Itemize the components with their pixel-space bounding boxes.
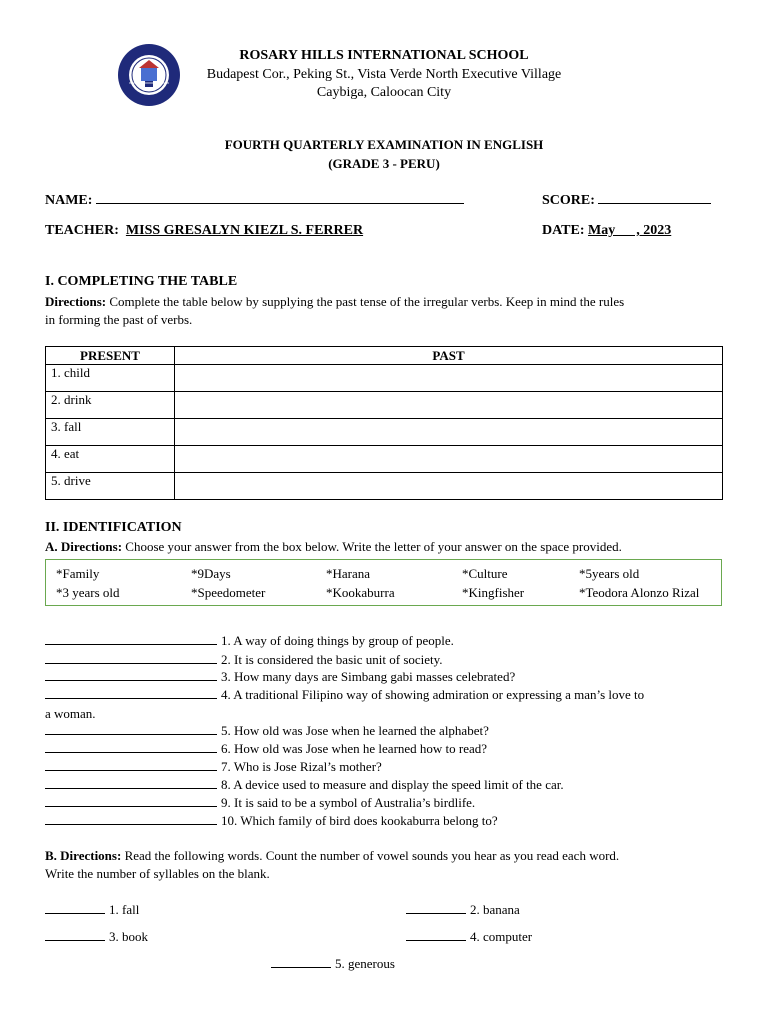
question-item <box>45 686 644 703</box>
school-address-line1: Budapest Cor., Peking St., Vista Verde North Executive Village <box>206 67 562 82</box>
question-item <box>45 740 487 757</box>
part1-directions-text1: Complete the table below by supplying the past tense of the irregular verbs. Keep in mind the rules <box>106 294 625 309</box>
question-item <box>45 758 382 775</box>
choice-item: *Speedometer <box>191 585 266 600</box>
past-answer-cell[interactable] <box>175 365 723 392</box>
syllable-item <box>406 928 532 945</box>
answer-blank[interactable] <box>45 686 217 699</box>
syllable-item <box>271 955 395 972</box>
syllable-blank[interactable] <box>406 901 466 914</box>
part2b-directions-text1: Read the following words. Count the number of vowel sounds you hear as you read each word. <box>121 848 620 863</box>
part2a-directions <box>45 539 622 555</box>
question-text: 1. A way of doing things by group of people. <box>221 633 454 648</box>
part1-directions <box>45 293 735 329</box>
name-field <box>45 190 464 209</box>
choice-item: *Teodora Alonzo Rizal <box>579 585 700 600</box>
question-text: 5. How old was Jose when he learned the alphabet? <box>221 723 489 738</box>
present-cell: 3. fall <box>46 419 175 446</box>
syllable-blank[interactable] <box>406 928 466 941</box>
question-text: 8. A device used to measure and display the speed limit of the car. <box>221 777 564 792</box>
choice-item: *5years old <box>579 566 640 581</box>
syllable-word: 1. fall <box>109 902 140 917</box>
choice-item: *3 years old <box>56 585 120 600</box>
table-row <box>46 365 723 392</box>
answer-blank[interactable] <box>45 632 217 645</box>
present-cell: 4. eat <box>46 446 175 473</box>
choice-item: *Harana <box>326 566 371 581</box>
question-text: 9. It is said to be a symbol of Australia’s birdlife. <box>221 795 476 810</box>
choice-item: *9Days <box>191 566 231 581</box>
question-item <box>45 812 498 829</box>
choices-box <box>45 559 722 606</box>
choice-item: *Culture <box>462 566 508 581</box>
past-answer-cell[interactable] <box>175 419 723 446</box>
question-item <box>45 722 489 739</box>
choice-item: *Family <box>56 566 100 581</box>
teacher-name: MISS GRESALYN KIEZL S. FERRER <box>125 223 364 238</box>
choice-item: *Kingfisher <box>462 585 525 600</box>
part2a-directions-label: A. Directions: <box>45 539 123 554</box>
date-field <box>542 223 671 239</box>
question-item <box>45 776 564 793</box>
date-value: May , 2023 <box>588 223 672 238</box>
table-row <box>46 446 723 473</box>
question-text: 10. Which family of bird does kookaburra belong to? <box>221 813 498 828</box>
syllable-word: 5. generous <box>335 956 395 971</box>
question-text: 4. A traditional Filipino way of showing admiration or expressing a man’s love to <box>221 687 645 702</box>
date-label: DATE: <box>542 223 585 238</box>
question-item <box>45 668 515 685</box>
verbs-table <box>45 346 723 500</box>
part2b-directions-text2: Write the number of syllables on the blank. <box>45 866 270 881</box>
question-item <box>45 794 475 811</box>
past-answer-cell[interactable] <box>175 473 723 500</box>
answer-blank[interactable] <box>45 740 217 753</box>
syllable-item <box>45 901 139 918</box>
part2-heading: II. IDENTIFICATION <box>45 520 182 535</box>
past-answer-cell[interactable] <box>175 392 723 419</box>
part1-directions-label: Directions: <box>45 294 107 309</box>
syllable-item <box>45 928 148 945</box>
col-header-present: PRESENT <box>46 347 175 365</box>
exam-title: FOURTH QUARTERLY EXAMINATION IN ENGLISH <box>224 137 544 152</box>
answer-blank[interactable] <box>45 794 217 807</box>
question-text: 7. Who is Jose Rizal’s mother? <box>221 759 382 774</box>
name-blank[interactable] <box>96 190 464 204</box>
part1-heading: I. COMPLETING THE TABLE <box>45 274 238 289</box>
exam-grade: (GRADE 3 - PERU) <box>328 156 440 171</box>
syllable-blank[interactable] <box>45 901 105 914</box>
answer-blank[interactable] <box>45 758 217 771</box>
syllable-word: 4. computer <box>470 929 533 944</box>
teacher-field <box>45 223 363 239</box>
answer-blank[interactable] <box>45 668 217 681</box>
table-row <box>46 419 723 446</box>
table-row <box>46 473 723 500</box>
present-cell: 2. drink <box>46 392 175 419</box>
part2b-directions <box>45 847 619 883</box>
answer-blank[interactable] <box>45 812 217 825</box>
score-field <box>542 190 711 209</box>
school-name: ROSARY HILLS INTERNATIONAL SCHOOL <box>239 48 529 63</box>
choice-item: *Kookaburra <box>326 585 395 600</box>
answer-blank[interactable] <box>45 776 217 789</box>
school-address-line2: Caybiga, Caloocan City <box>316 85 452 100</box>
present-cell: 5. drive <box>46 473 175 500</box>
col-header-past: PAST <box>175 347 723 365</box>
table-row <box>46 392 723 419</box>
present-cell: 1. child <box>46 365 175 392</box>
past-answer-cell[interactable] <box>175 446 723 473</box>
question-text: 3. How many days are Simbang gabi masses celebrated? <box>221 669 516 684</box>
score-blank[interactable] <box>598 190 711 204</box>
question-continuation: a woman. <box>45 706 96 721</box>
syllable-item <box>406 901 520 918</box>
part2a-directions-text: Choose your answer from the box below. Write the letter of your answer on the space provided. <box>122 539 622 554</box>
answer-blank[interactable] <box>45 651 217 664</box>
part1-directions-text2: in forming the past of verbs. <box>45 312 193 327</box>
score-label: SCORE: <box>542 193 595 208</box>
syllable-blank[interactable] <box>45 928 105 941</box>
question-item <box>45 651 443 668</box>
answer-blank[interactable] <box>45 722 217 735</box>
syllable-blank[interactable] <box>271 955 331 968</box>
question-item <box>45 632 454 649</box>
syllable-word: 2. banana <box>470 902 520 917</box>
question-text: 2. It is considered the basic unit of society. <box>221 652 443 667</box>
teacher-label: TEACHER: <box>45 223 119 238</box>
question-text: 6. How old was Jose when he learned how to read? <box>221 741 488 756</box>
part2b-directions-label: B. Directions: <box>45 848 122 863</box>
name-label: NAME: <box>45 193 93 208</box>
syllable-word: 3. book <box>109 929 148 944</box>
